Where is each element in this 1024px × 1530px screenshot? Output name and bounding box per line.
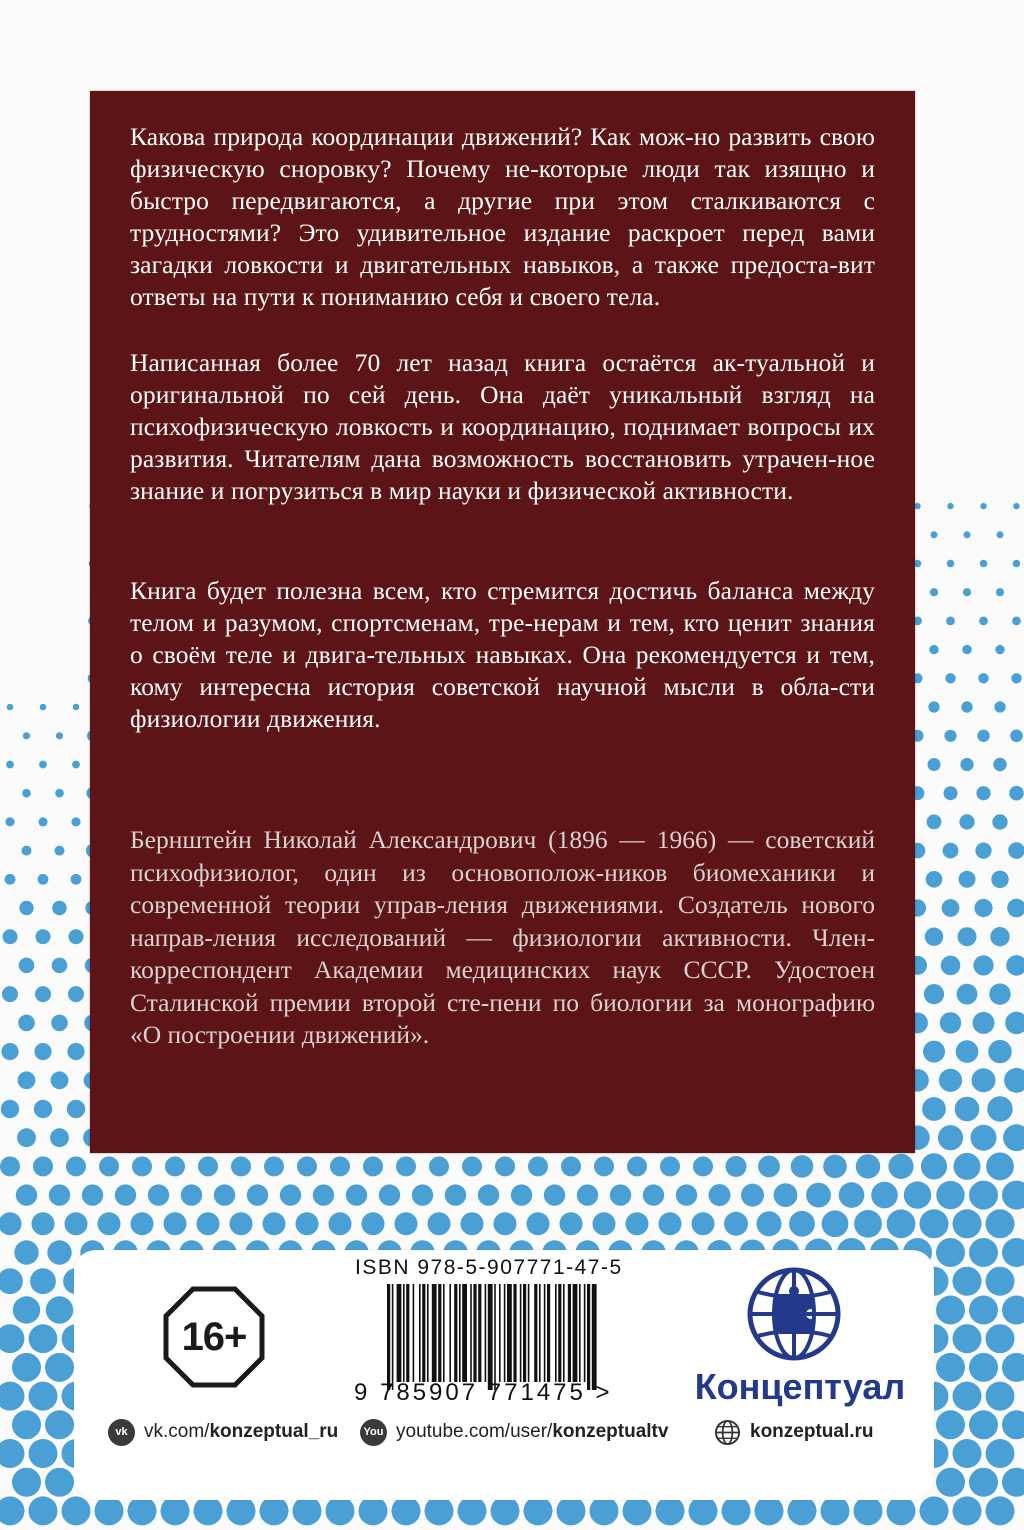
vk-link-text: vk.com/konzeptual_ru: [144, 1421, 339, 1442]
description-paragraph: Написанная более 70 лет назад книга остаётся ак-туальной и оригинальной по сей день. Она даёт уникальный взгляд на психофизическую ловкость и координацию, поднимает вопросы их развития. Читателям дана возможность восстановить утрачен-ное знание и погрузиться в мир науки и физической активности.: [130, 348, 875, 505]
website-link[interactable]: [714, 1416, 874, 1448]
description-paragraph: Какова природа координации движений? Как мож-но развить свою физическую сноровку? Почему не-которые люди так изящно и быстро передвигаются, а другие при этом сталкиваются с трудностями? Это удивительное издание раскроет перед вами загадки ловкости и двигательных навыков, а также предоста-вит ответы на пути к пониманию себя и своего тела.: [130, 122, 875, 311]
barcode-digits: 9 785907 771475 >: [354, 1379, 613, 1406]
author-bio: Бернштейн Николай Александрович (1896 — 1966) — советский психофизиолог, один из основополож-ников биомеханики и современной теории управ-ления движениями. Создатель нового направ-ления исследований — физиологии активности. Член-корреспондент Академии медицинских наук СССР. Удостоен Сталинской премии второй сте-пени по биологии за монографию «О построении движений».: [130, 825, 875, 1049]
age-rating-badge: [162, 1285, 266, 1389]
website-link-text: konzeptual.ru: [750, 1421, 874, 1442]
vk-link[interactable]: [108, 1416, 338, 1448]
vk-icon: vk: [108, 1419, 135, 1446]
isbn-barcode: [387, 1284, 657, 1390]
publisher-info-strip: [74, 1250, 934, 1500]
youtube-link-text: youtube.com/user/konzeptualtv: [396, 1421, 669, 1442]
publisher-name: Концептуал: [694, 1366, 906, 1407]
description-card: [90, 91, 915, 1153]
youtube-icon: You: [360, 1419, 387, 1446]
age-rating-label: 16+: [181, 1315, 247, 1359]
description-paragraph: Книга будет полезна всем, кто стремится достичь баланса между телом и разумом, спортсменам, тре-нерам и тем, кто ценит знания о своём теле и двига-тельных навыках. Она рекомендуется и тем, кому интересна история советской научной мысли в обла-сти физиологии движения.: [130, 576, 875, 733]
puzzle-globe-logo: [744, 1264, 844, 1364]
youtube-link[interactable]: [360, 1416, 668, 1448]
globe-icon: [714, 1419, 741, 1446]
isbn-label: ISBN 978-5-907771-47-5: [355, 1256, 623, 1279]
